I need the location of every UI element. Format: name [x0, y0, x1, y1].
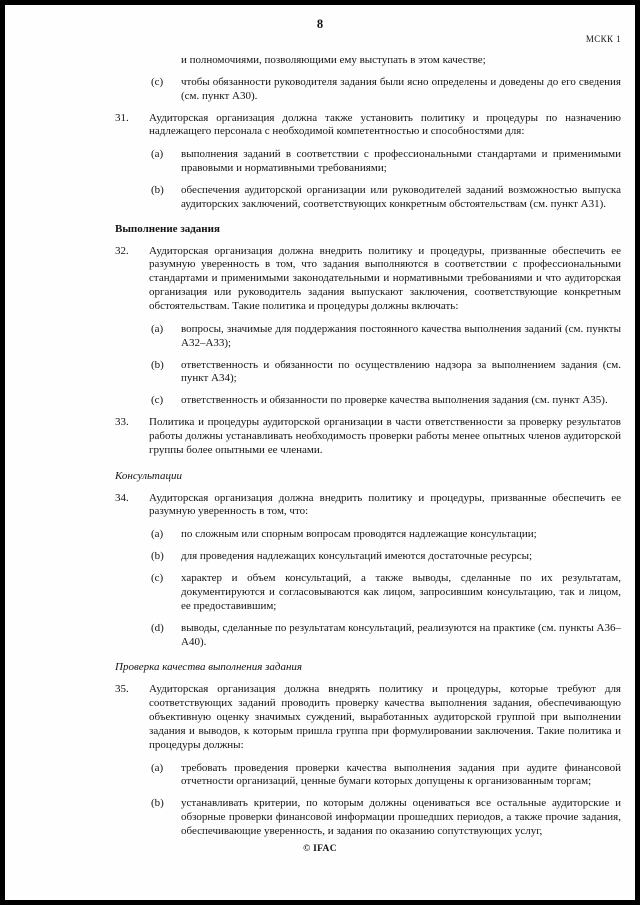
- page-number: 8: [316, 17, 324, 31]
- list-item-31a: [151, 148, 621, 176]
- item-text: по сложным или спорным вопросам проводятся надлежащие консультации;: [181, 528, 537, 541]
- paragraph-31: [115, 112, 621, 140]
- paragraph-35: [115, 683, 621, 752]
- list-item-35a: [151, 762, 621, 790]
- list-item-34a: [151, 528, 621, 542]
- paragraph-number: 33.: [115, 416, 129, 429]
- item-label: (a): [151, 322, 164, 335]
- section-heading-execution: Выполнение задания: [115, 222, 220, 235]
- list-item-32c: [151, 394, 621, 408]
- list-item-c-prev: [151, 76, 621, 104]
- paragraph-text: Аудиторская организация должна также установить политику и процедуры по назначению надлежащего персонала с необходимой компетентностью и способностями для:: [149, 111, 621, 138]
- item-label: (b): [151, 184, 164, 197]
- paragraph-number: 32.: [115, 244, 129, 257]
- paragraph-text: Аудиторская организация должна внедрить политику и процедуры, призванные обеспечить ее разумную уверенность в том, что:: [149, 491, 621, 518]
- item-text: чтобы обязанности руководителя задания были ясно определены и доведены до его сведения (см. пункт А30).: [181, 75, 621, 102]
- item-text: выполнения заданий в соответствии с профессиональными стандартами и применимыми правовыми и нормативными требованиями;: [181, 148, 621, 175]
- item-label: (c): [151, 572, 164, 585]
- document-code: МСКК 1: [585, 34, 621, 44]
- paragraph-text: Аудиторская организация должна внедрить политику и процедуры, призванные обеспечить ее разумную уверенность в том, что задания выполняются в соответствии с профессиональными стандартами и применимыми законодательными и нормативными требованиями и что аудиторская организация или руководитель задания выпускают заключения, соответствующие конкретным обстоятельствам. Такие политика и процедуры должны включать:: [149, 244, 621, 313]
- paragraph-33: [115, 416, 621, 458]
- item-text: ответственность и обязанности по проверке качества выполнения задания (см. пункт А35).: [181, 394, 608, 407]
- item-text: для проведения надлежащих консультаций имеются достаточные ресурсы;: [181, 550, 533, 563]
- item-label: (c): [151, 394, 164, 407]
- item-text: требовать проведения проверки качества выполнения задания при аудите финансовой отчетности организаций, ценные бумаги которых допущены к организованным торгам;: [181, 761, 621, 788]
- item-text: характер и объем консультаций, а также выводы, сделанные по их результатам, документируются и согласовываются как лицом, запросившим консультацию, так и лицом, ее предоставившим;: [181, 572, 621, 612]
- copyright-footer: © IFAC: [303, 844, 337, 854]
- list-item-34c: [151, 572, 621, 614]
- list-item-32b: [151, 359, 621, 387]
- item-text: ответственность и обязанности по осуществлению надзора за выполнением задания (см. пункт А34);: [181, 358, 621, 385]
- section-heading-quality-review: Проверка качества выполнения задания: [115, 661, 303, 674]
- carryover-line: и полномочиями, позволяющими ему выступать в этом качестве;: [181, 54, 486, 66]
- item-label: (a): [151, 528, 164, 541]
- item-label: (a): [151, 148, 164, 161]
- paragraph-text: Политика и процедуры аудиторской организации в части ответственности за проверку результатов работы должны устанавливать необходимость проверки работы менее опытных членов аудиторской группы более опытными ее членами.: [149, 416, 621, 456]
- list-item-32a: [151, 323, 621, 351]
- paragraph-32: [115, 245, 621, 314]
- item-text: вопросы, значимые для поддержания постоянного качества выполнения заданий (см. пункты А32–А33);: [181, 322, 621, 349]
- document-body: [19, 54, 621, 839]
- item-label: (d): [151, 621, 164, 634]
- item-text: устанавливать критерии, по которым должны оцениваться все остальные аудиторские и обзорные проверки финансовой информации прошедших периодов, а также прочие задания, обеспечивающие уверенность, и задания по оказанию сопутствующих услуг,: [181, 797, 621, 837]
- paragraph-text: Аудиторская организация должна внедрять политику и процедуры, которые требуют для соответствующих заданий проводить проверку качества выполнения задания, обеспечивающую объективную оценку значимых суждений, выработанных аудиторской группой при выполнении задания и выводов, к которым пришла группа при формулировании заключения. Такие политика и процедуры должны:: [149, 683, 621, 751]
- page-inner: [5, 5, 635, 900]
- item-label: (b): [151, 550, 164, 563]
- paragraph-number: 31.: [115, 111, 129, 124]
- list-item-31b: [151, 184, 621, 212]
- section-heading-consultations: Консультации: [115, 469, 182, 482]
- list-item-35b: [151, 797, 621, 839]
- paragraph-34: [115, 492, 621, 520]
- item-label: (b): [151, 797, 164, 810]
- item-text: обеспечения аудиторской организации или руководителей заданий возможностью выпуска аудиторских заключений, соответствующих конкретным обстоятельствам (см. пункт А31).: [181, 184, 621, 210]
- item-label: (a): [151, 761, 164, 774]
- paragraph-number: 34.: [115, 491, 129, 504]
- list-item-34b: [151, 550, 621, 564]
- item-label: (b): [151, 358, 164, 371]
- item-text: выводы, сделанные по результатам консультаций, реализуются на практике (см. пункты А36–А40).: [181, 621, 621, 648]
- list-item-34d: [151, 622, 621, 650]
- paragraph-number: 35.: [115, 683, 129, 696]
- item-label: (c): [151, 75, 164, 88]
